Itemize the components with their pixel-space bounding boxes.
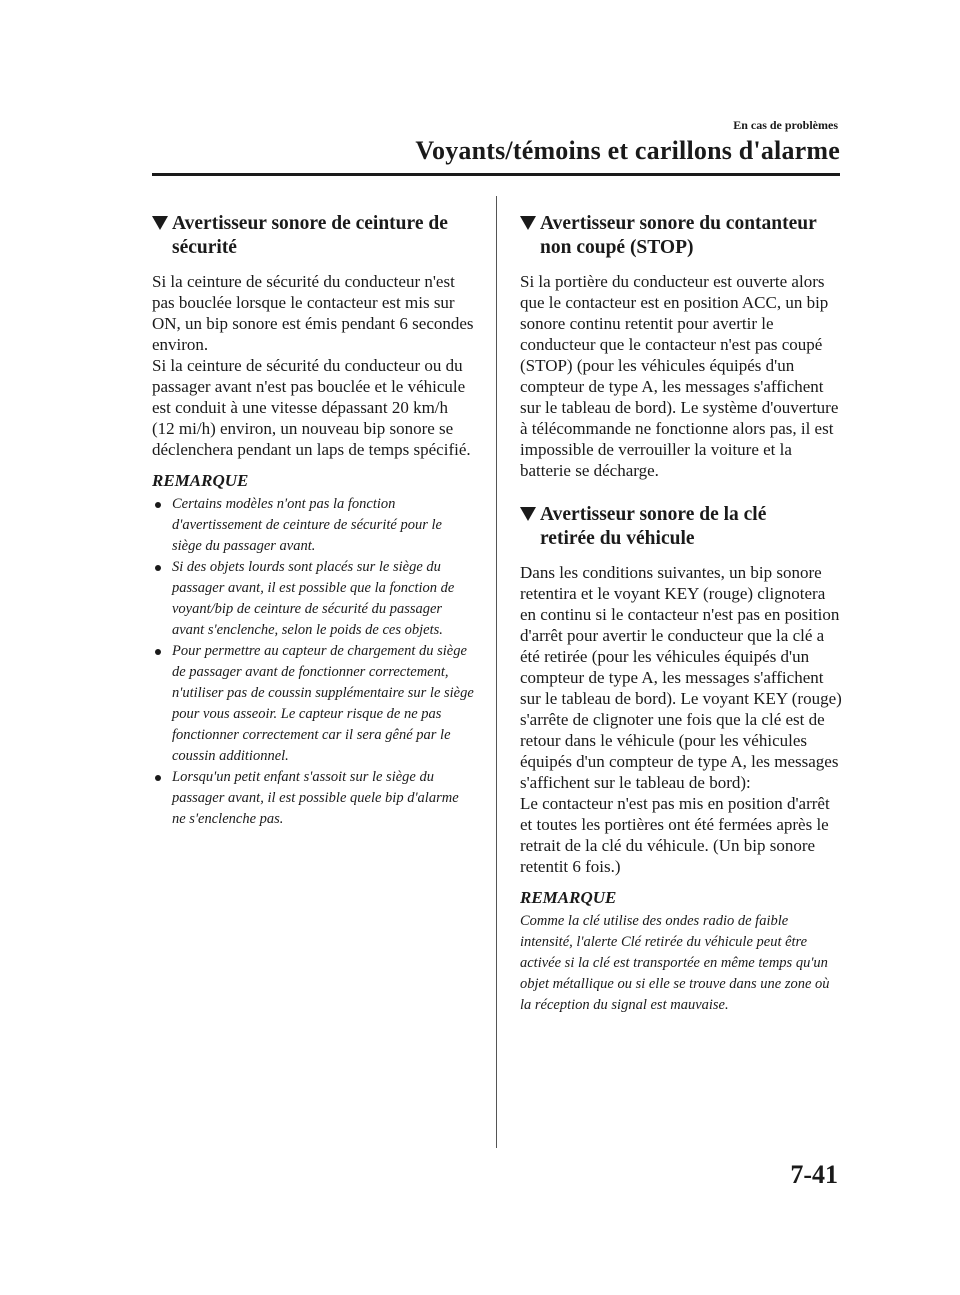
note-label: REMARQUE [152, 471, 249, 490]
section-heading-ignition [520, 212, 842, 260]
note-text: Certains modèles n'ont pas la fonction d'avertissement de ceinture de sécurité pour le siège du passager avant. [172, 496, 442, 554]
heading-line: sécurité [172, 237, 237, 258]
paragraph: Si la ceinture de sécurité du conducteur ou du passager avant n'est pas bouclée et le véhicule est conduit à une vitesse dépassant 20 km/h (12 mi/h) environ, un nouveau bip sonore se déclenchera pendant un laps de temps spécifié. [152, 356, 471, 459]
triangle-bullet-icon [520, 216, 536, 230]
chapter-label: En cas de problèmes [733, 118, 838, 132]
note-item [152, 557, 474, 641]
heading-line: Avertisseur sonore de ceinture de [172, 213, 448, 234]
page-title: Voyants/témoins et carillons d'alarme [415, 136, 840, 165]
left-column [152, 212, 474, 830]
page-number: 7-41 [790, 1160, 838, 1189]
right-column [520, 212, 842, 1016]
note-list [152, 494, 474, 830]
note-text: Si des objets lourds sont placés sur le siège du passager avant, il est possible que la fonction de voyant/bip de ceinture de sécurité du passager avant s'enclenche, selon le poids de ces objets. [172, 559, 455, 638]
paragraph: Si la portière du conducteur est ouverte alors que le contacteur est en position ACC, un bip sonore continu retentit pour avertir le conducteur que le contacteur n'est pas coupé (STOP) (pour les véhicules équipés d'un compteur de type A, les messages s'affichent sur le tableau de bord). Le système d'ouverture à télécommande ne fonctionne alors pas, il est impossible de verrouiller la voiture et la batterie se décharge. [520, 272, 839, 480]
bullet-icon [155, 502, 161, 508]
note-text: Pour permettre au capteur de chargement du siège de passager avant de fonctionner correctement, n'utiliser pas de coussin supplémentaire sur le siège pour vous asseoir. Le capteur risque de ne pas fonctionner correctement car il sera gêné par le coussin additionnel. [172, 643, 474, 764]
section-heading-key-removed [520, 503, 842, 551]
triangle-bullet-icon [520, 507, 536, 521]
note-item [152, 494, 474, 557]
triangle-bullet-icon [152, 216, 168, 230]
note-text: Lorsqu'un petit enfant s'assoit sur le siège du passager avant, il est possible quele bip d'alarme ne s'enclenche pas. [172, 769, 459, 827]
note-item [152, 767, 474, 830]
bullet-icon [155, 775, 161, 781]
section-heading-seatbelt [152, 212, 474, 260]
note-item [152, 641, 474, 767]
column-divider [496, 196, 497, 1148]
note-text: Comme la clé utilise des ondes radio de faible intensité, l'alerte Clé retirée du véhicule peut être activée si la clé est transportée en même temps qu'un objet métallique ou si elle se trouve dans une zone où la réception du signal est mauvaise. [520, 913, 830, 1013]
paragraph: Si la ceinture de sécurité du conducteur n'est pas bouclée lorsque le contacteur est mis sur ON, un bip sonore est émis pendant 6 secondes environ. [152, 272, 474, 354]
heading-line: non coupé (STOP) [540, 237, 694, 258]
bullet-icon [155, 649, 161, 655]
header-rule [152, 173, 840, 176]
note-label: REMARQUE [520, 888, 617, 907]
bullet-icon [155, 565, 161, 571]
paragraph: Le contacteur n'est pas mis en position d'arrêt et toutes les portières ont été fermées après le retrait de la clé du véhicule. (Un bip sonore retentit 6 fois.) [520, 794, 830, 876]
paragraph: Dans les conditions suivantes, un bip sonore retentira et le voyant KEY (rouge) clignotera en continu si le contacteur n'est pas en position d'arrêt pour avertir le conducteur que la clé a été retirée (pour les véhicules équipés d'un compteur de type A, les messages s'affichent sur le tableau de bord). Le voyant KEY (rouge) s'arrête de clignoter une fois que la clé est de retour dans le véhicule (pour les véhicules équipés d'un compteur de type A, les messages s'affichent sur le tableau de bord): [520, 563, 842, 792]
heading-line: Avertisseur sonore de la clé [540, 504, 767, 525]
heading-line: Avertisseur sonore du contanteur [540, 213, 817, 234]
heading-line: retirée du véhicule [540, 528, 695, 549]
